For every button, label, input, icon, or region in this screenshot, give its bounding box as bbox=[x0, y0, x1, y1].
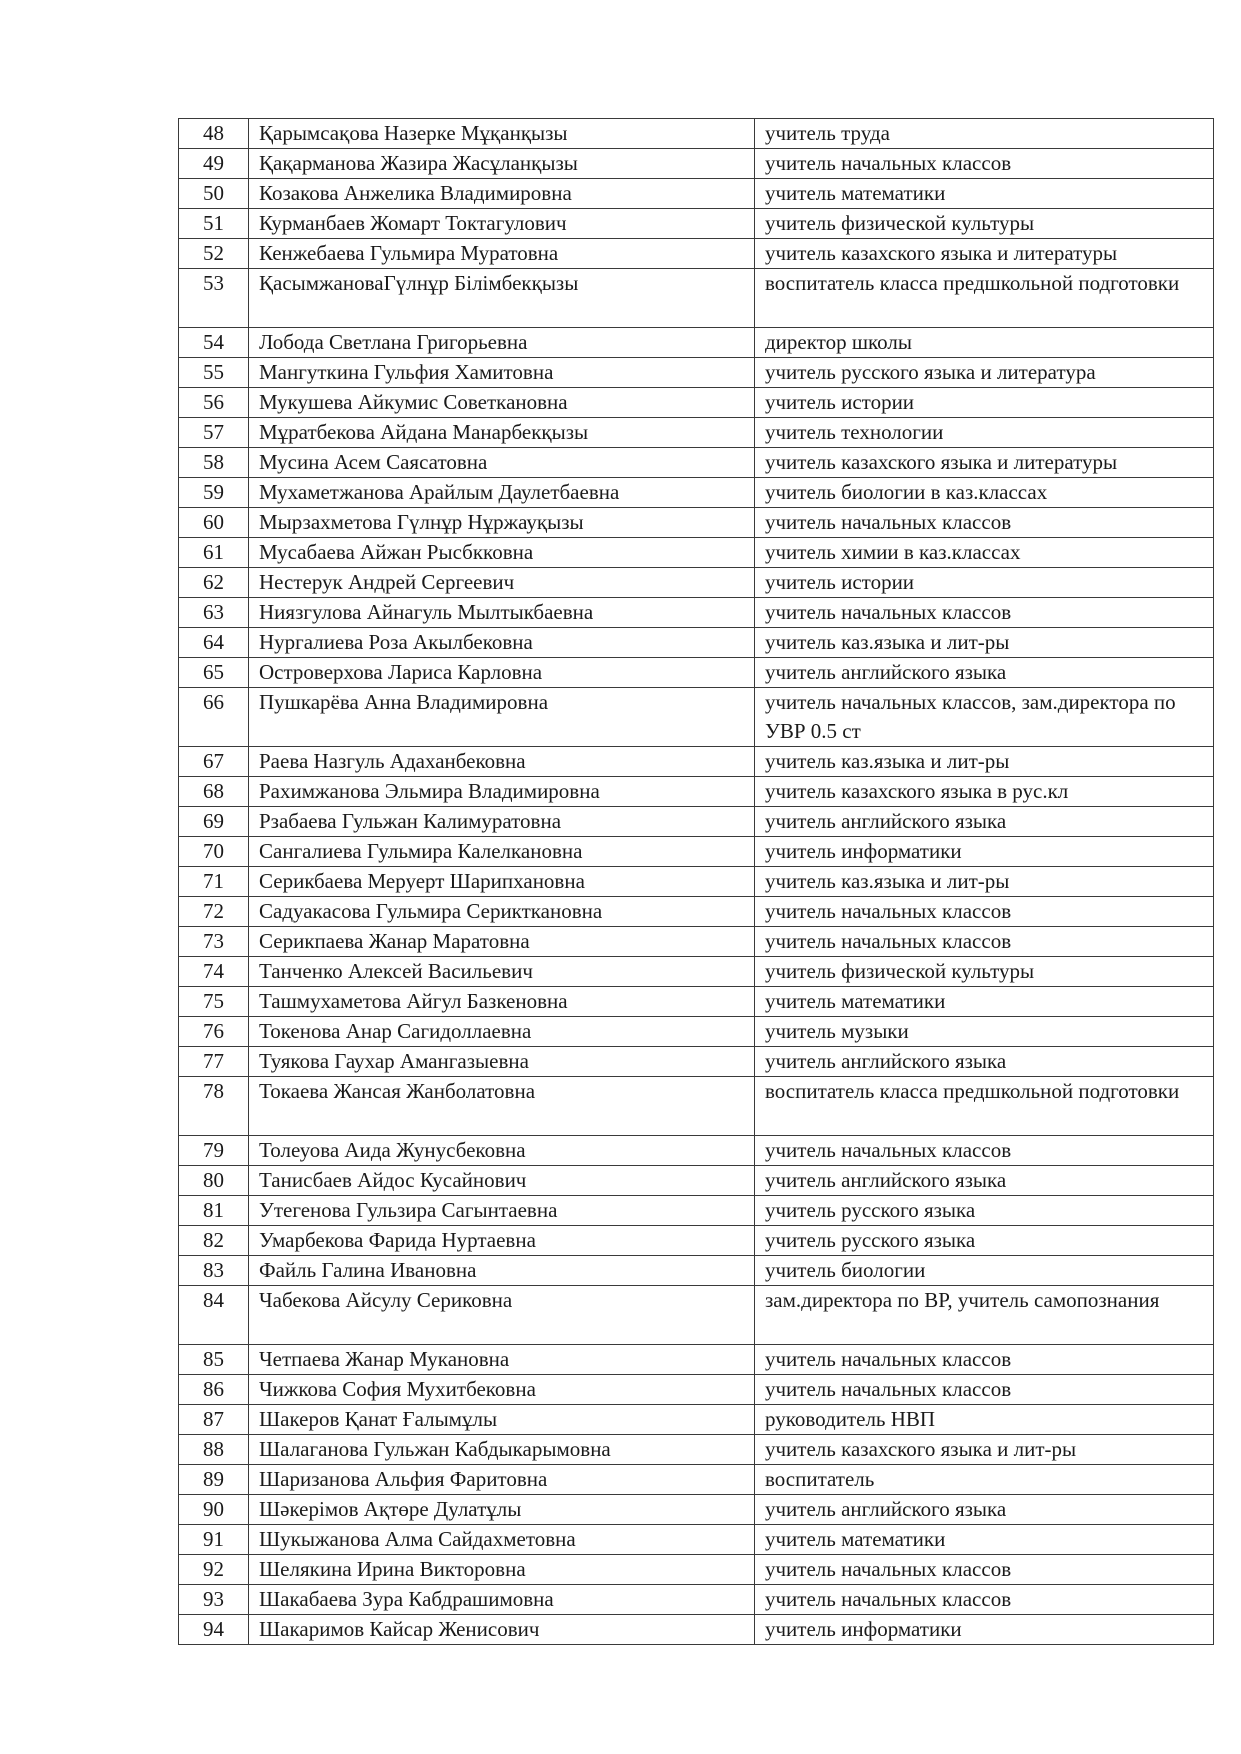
row-number: 69 bbox=[179, 807, 249, 837]
table-row bbox=[179, 418, 1214, 448]
row-number: 86 bbox=[179, 1375, 249, 1405]
staff-name: Пушкарёва Анна Владимировна bbox=[249, 688, 755, 747]
row-number: 48 bbox=[179, 119, 249, 149]
staff-position: учитель начальных классов bbox=[755, 598, 1214, 628]
table-row bbox=[179, 927, 1214, 957]
table-row bbox=[179, 837, 1214, 867]
staff-position: учитель начальных классов bbox=[755, 149, 1214, 179]
row-number: 89 bbox=[179, 1465, 249, 1495]
staff-position: учитель русского языка bbox=[755, 1196, 1214, 1226]
table-row bbox=[179, 987, 1214, 1017]
row-number: 62 bbox=[179, 568, 249, 598]
staff-position: учитель физической культуры bbox=[755, 209, 1214, 239]
staff-name: Шалаганова Гульжан Кабдыкарымовна bbox=[249, 1435, 755, 1465]
row-number: 67 bbox=[179, 747, 249, 777]
staff-name: ҚасымжановаГүлнұр Білімбекқызы bbox=[249, 269, 755, 328]
staff-name: Утегенова Гульзира Сагынтаевна bbox=[249, 1196, 755, 1226]
table-row bbox=[179, 1166, 1214, 1196]
staff-name: Нестерук Андрей Сергеевич bbox=[249, 568, 755, 598]
staff-name: Токаева Жансая Жанболатовна bbox=[249, 1077, 755, 1136]
table-row bbox=[179, 1077, 1214, 1136]
staff-position: учитель казахского языка и лит-ры bbox=[755, 1435, 1214, 1465]
staff-position: учитель начальных классов, зам.директора по УВР 0.5 ст bbox=[755, 688, 1214, 747]
row-number: 77 bbox=[179, 1047, 249, 1077]
table-row bbox=[179, 777, 1214, 807]
table-row bbox=[179, 867, 1214, 897]
table-row bbox=[179, 1226, 1214, 1256]
staff-name: Шакабаева Зура Кабдрашимовна bbox=[249, 1585, 755, 1615]
row-number: 52 bbox=[179, 239, 249, 269]
table-row bbox=[179, 1585, 1214, 1615]
staff-position: воспитатель класса предшкольной подготовки bbox=[755, 1077, 1214, 1136]
row-number: 58 bbox=[179, 448, 249, 478]
staff-name: Кенжебаева Гульмира Муратовна bbox=[249, 239, 755, 269]
staff-name: Ташмухаметова Айгул Базкеновна bbox=[249, 987, 755, 1017]
staff-position: воспитатель bbox=[755, 1465, 1214, 1495]
staff-position: учитель русского языка и литература bbox=[755, 358, 1214, 388]
table-row bbox=[179, 1405, 1214, 1435]
row-number: 88 bbox=[179, 1435, 249, 1465]
table-row bbox=[179, 1495, 1214, 1525]
row-number: 56 bbox=[179, 388, 249, 418]
staff-position: учитель английского языка bbox=[755, 658, 1214, 688]
staff-name: Қарымсақова Назерке Мұқанқызы bbox=[249, 119, 755, 149]
row-number: 87 bbox=[179, 1405, 249, 1435]
staff-position: руководитель НВП bbox=[755, 1405, 1214, 1435]
staff-name: Шәкерімов Ақтөре Дулатұлы bbox=[249, 1495, 755, 1525]
table-row bbox=[179, 1615, 1214, 1645]
row-number: 94 bbox=[179, 1615, 249, 1645]
staff-name: Островерхова Лариса Карловна bbox=[249, 658, 755, 688]
row-number: 78 bbox=[179, 1077, 249, 1136]
staff-position: директор школы bbox=[755, 328, 1214, 358]
row-number: 68 bbox=[179, 777, 249, 807]
staff-name: Туякова Гаухар Амангазыевна bbox=[249, 1047, 755, 1077]
table-row bbox=[179, 388, 1214, 418]
table-row bbox=[179, 1286, 1214, 1345]
row-number: 49 bbox=[179, 149, 249, 179]
table-row bbox=[179, 448, 1214, 478]
staff-position: учитель английского языка bbox=[755, 1495, 1214, 1525]
row-number: 64 bbox=[179, 628, 249, 658]
row-number: 74 bbox=[179, 957, 249, 987]
staff-name: Садуакасова Гульмира Серикткановна bbox=[249, 897, 755, 927]
table-row bbox=[179, 1555, 1214, 1585]
table-row bbox=[179, 508, 1214, 538]
row-number: 63 bbox=[179, 598, 249, 628]
table-row bbox=[179, 1345, 1214, 1375]
staff-position: учитель начальных классов bbox=[755, 1136, 1214, 1166]
staff-position: учитель начальных классов bbox=[755, 508, 1214, 538]
table-row bbox=[179, 807, 1214, 837]
staff-position: воспитатель класса предшкольной подготовки bbox=[755, 269, 1214, 328]
table-row bbox=[179, 538, 1214, 568]
table-row bbox=[179, 957, 1214, 987]
staff-position: учитель английского языка bbox=[755, 1166, 1214, 1196]
staff-position: учитель казахского языка и литературы bbox=[755, 448, 1214, 478]
row-number: 83 bbox=[179, 1256, 249, 1286]
table-row bbox=[179, 628, 1214, 658]
staff-position: учитель казахского языка в рус.кл bbox=[755, 777, 1214, 807]
staff-name: Танченко Алексей Васильевич bbox=[249, 957, 755, 987]
staff-position: учитель информатики bbox=[755, 837, 1214, 867]
row-number: 57 bbox=[179, 418, 249, 448]
staff-position: учитель начальных классов bbox=[755, 1585, 1214, 1615]
staff-name: Ниязгулова Айнагуль Мылтыкбаевна bbox=[249, 598, 755, 628]
staff-name: Шаризанова Альфия Фаритовна bbox=[249, 1465, 755, 1495]
staff-name: Раева Назгуль Адаханбековна bbox=[249, 747, 755, 777]
staff-position: учитель технологии bbox=[755, 418, 1214, 448]
table-row bbox=[179, 239, 1214, 269]
staff-position: учитель начальных классов bbox=[755, 1375, 1214, 1405]
staff-position: учитель английского языка bbox=[755, 1047, 1214, 1077]
staff-name: Токенова Анар Сагидоллаевна bbox=[249, 1017, 755, 1047]
row-number: 50 bbox=[179, 179, 249, 209]
staff-name: Рахимжанова Эльмира Владимировна bbox=[249, 777, 755, 807]
staff-name: Нургалиева Роза Акылбековна bbox=[249, 628, 755, 658]
staff-name: Мангуткина Гульфия Хамитовна bbox=[249, 358, 755, 388]
table-row bbox=[179, 358, 1214, 388]
table-row bbox=[179, 1196, 1214, 1226]
staff-name: Рзабаева Гульжан Калимуратовна bbox=[249, 807, 755, 837]
staff-name: Чижкова София Мухитбековна bbox=[249, 1375, 755, 1405]
staff-name: Умарбекова Фарида Нуртаевна bbox=[249, 1226, 755, 1256]
staff-position: учитель физической культуры bbox=[755, 957, 1214, 987]
row-number: 84 bbox=[179, 1286, 249, 1345]
staff-name: Танисбаев Айдос Кусайнович bbox=[249, 1166, 755, 1196]
staff-position: учитель русского языка bbox=[755, 1226, 1214, 1256]
row-number: 75 bbox=[179, 987, 249, 1017]
row-number: 60 bbox=[179, 508, 249, 538]
staff-position: учитель химии в каз.классах bbox=[755, 538, 1214, 568]
table-row bbox=[179, 209, 1214, 239]
staff-position: учитель истории bbox=[755, 568, 1214, 598]
table-row bbox=[179, 179, 1214, 209]
row-number: 72 bbox=[179, 897, 249, 927]
table-row bbox=[179, 688, 1214, 747]
staff-position: учитель начальных классов bbox=[755, 897, 1214, 927]
staff-table-body bbox=[179, 119, 1214, 1645]
staff-table bbox=[178, 118, 1214, 1645]
table-row bbox=[179, 328, 1214, 358]
table-row bbox=[179, 119, 1214, 149]
staff-name: Толеуова Аида Жунусбековна bbox=[249, 1136, 755, 1166]
staff-position: учитель каз.языка и лит-ры bbox=[755, 628, 1214, 658]
staff-position: учитель английского языка bbox=[755, 807, 1214, 837]
staff-position: учитель математики bbox=[755, 179, 1214, 209]
staff-name: Лобода Светлана Григорьевна bbox=[249, 328, 755, 358]
table-row bbox=[179, 598, 1214, 628]
row-number: 70 bbox=[179, 837, 249, 867]
row-number: 51 bbox=[179, 209, 249, 239]
staff-name: Шакаримов Кайсар Женисович bbox=[249, 1615, 755, 1645]
table-row bbox=[179, 1435, 1214, 1465]
staff-name: Мусина Асем Саясатовна bbox=[249, 448, 755, 478]
table-row bbox=[179, 1136, 1214, 1166]
row-number: 79 bbox=[179, 1136, 249, 1166]
staff-name: Четпаева Жанар Мукановна bbox=[249, 1345, 755, 1375]
staff-position: учитель каз.языка и лит-ры bbox=[755, 867, 1214, 897]
staff-position: учитель казахского языка и литературы bbox=[755, 239, 1214, 269]
row-number: 66 bbox=[179, 688, 249, 747]
staff-position: учитель биологии bbox=[755, 1256, 1214, 1286]
staff-position: учитель музыки bbox=[755, 1017, 1214, 1047]
staff-position: учитель биологии в каз.классах bbox=[755, 478, 1214, 508]
row-number: 92 bbox=[179, 1555, 249, 1585]
staff-name: Мұратбекова Айдана Манарбекқызы bbox=[249, 418, 755, 448]
row-number: 90 bbox=[179, 1495, 249, 1525]
row-number: 82 bbox=[179, 1226, 249, 1256]
staff-position: учитель математики bbox=[755, 1525, 1214, 1555]
staff-name: Шакеров Қанат Ғалымұлы bbox=[249, 1405, 755, 1435]
row-number: 76 bbox=[179, 1017, 249, 1047]
staff-name: Курманбаев Жомарт Токтагулович bbox=[249, 209, 755, 239]
table-row bbox=[179, 747, 1214, 777]
table-row bbox=[179, 1047, 1214, 1077]
staff-position: учитель математики bbox=[755, 987, 1214, 1017]
staff-name: Сангалиева Гульмира Калелкановна bbox=[249, 837, 755, 867]
staff-name: Шелякина Ирина Викторовна bbox=[249, 1555, 755, 1585]
staff-name: Козакова Анжелика Владимировна bbox=[249, 179, 755, 209]
table-row bbox=[179, 478, 1214, 508]
staff-name: Мухаметжанова Арайлым Даулетбаевна bbox=[249, 478, 755, 508]
staff-position: учитель истории bbox=[755, 388, 1214, 418]
row-number: 55 bbox=[179, 358, 249, 388]
table-row bbox=[179, 1375, 1214, 1405]
row-number: 93 bbox=[179, 1585, 249, 1615]
staff-name: Мырзахметова Гүлнұр Нұржауқызы bbox=[249, 508, 755, 538]
table-row bbox=[179, 1465, 1214, 1495]
table-row bbox=[179, 1017, 1214, 1047]
table-row bbox=[179, 568, 1214, 598]
row-number: 71 bbox=[179, 867, 249, 897]
staff-position: зам.директора по ВР, учитель самопознания bbox=[755, 1286, 1214, 1345]
table-row bbox=[179, 269, 1214, 328]
row-number: 54 bbox=[179, 328, 249, 358]
staff-name: Шукыжанова Алма Сайдахметовна bbox=[249, 1525, 755, 1555]
staff-name: Мукушева Айкумис Советкановна bbox=[249, 388, 755, 418]
staff-name: Файль Галина Ивановна bbox=[249, 1256, 755, 1286]
row-number: 80 bbox=[179, 1166, 249, 1196]
staff-position: учитель начальных классов bbox=[755, 927, 1214, 957]
staff-name: Чабекова Айсулу Сериковна bbox=[249, 1286, 755, 1345]
table-row bbox=[179, 1256, 1214, 1286]
staff-name: Қақарманова Жазира Жасұланқызы bbox=[249, 149, 755, 179]
staff-name: Серикбаева Меруерт Шарипхановна bbox=[249, 867, 755, 897]
row-number: 85 bbox=[179, 1345, 249, 1375]
staff-position: учитель информатики bbox=[755, 1615, 1214, 1645]
row-number: 65 bbox=[179, 658, 249, 688]
table-row bbox=[179, 1525, 1214, 1555]
table-row bbox=[179, 897, 1214, 927]
table-row bbox=[179, 658, 1214, 688]
staff-position: учитель начальных классов bbox=[755, 1555, 1214, 1585]
row-number: 81 bbox=[179, 1196, 249, 1226]
row-number: 73 bbox=[179, 927, 249, 957]
row-number: 59 bbox=[179, 478, 249, 508]
row-number: 91 bbox=[179, 1525, 249, 1555]
staff-position: учитель начальных классов bbox=[755, 1345, 1214, 1375]
staff-position: учитель труда bbox=[755, 119, 1214, 149]
row-number: 53 bbox=[179, 269, 249, 328]
staff-name: Мусабаева Айжан Рысбкковна bbox=[249, 538, 755, 568]
staff-position: учитель каз.языка и лит-ры bbox=[755, 747, 1214, 777]
row-number: 61 bbox=[179, 538, 249, 568]
staff-name: Серикпаева Жанар Маратовна bbox=[249, 927, 755, 957]
table-row bbox=[179, 149, 1214, 179]
